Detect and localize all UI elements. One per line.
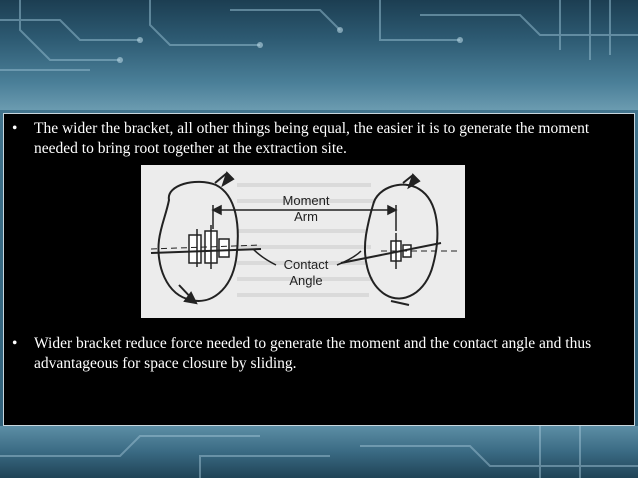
contact-angle-label-line1: Contact [283, 257, 329, 272]
bracket-diagram [141, 165, 465, 318]
right-tooth [365, 175, 437, 305]
moment-arm-label-line2: Arm [294, 209, 318, 224]
contact-angle-label-line2: Angle [289, 273, 323, 288]
bullet-text: The wider the bracket, all other things being equal, the easier it is to generate the moment needed to bring root together at the extraction site. [34, 120, 590, 157]
bullet-symbol: • [12, 335, 18, 352]
content-panel [3, 113, 635, 426]
background-header-decoration [0, 0, 638, 110]
bullet-text: Wider bracket reduce force needed to generate the moment and the contact angle and thus advantageous for space closure by sliding. [34, 335, 592, 372]
background-footer-decoration [0, 426, 638, 478]
moment-arm-label-line1: Moment [282, 193, 330, 208]
bullet-symbol: • [12, 120, 18, 137]
